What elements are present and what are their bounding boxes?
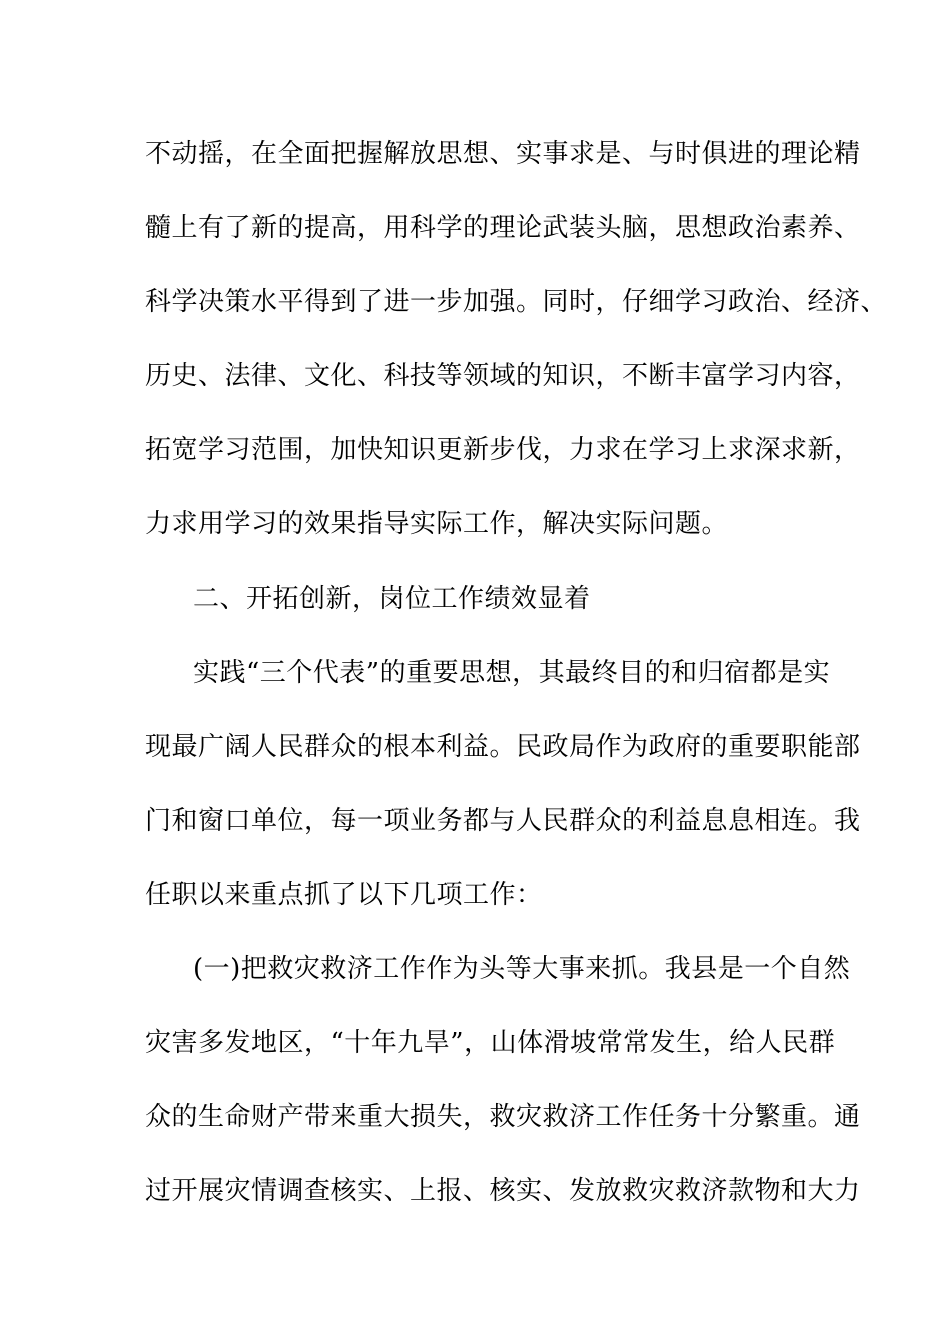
body-text-line: 力求用学习的效果指导实际工作，解决实际问题。: [145, 509, 729, 539]
body-text-line: 髓上有了新的提高，用科学的理论武装头脑，思想政治素养、: [145, 213, 861, 243]
body-text-line: 现最广阔人民群众的根本利益。民政局作为政府的重要职能部: [145, 732, 861, 762]
body-text-line: 灾害多发地区，“十年九旱”，山体滑坡常常发生，给人民群: [145, 1028, 836, 1058]
body-text-line: 实践“三个代表”的重要思想，其最终目的和归宿都是实: [193, 658, 831, 688]
body-text-line: 众的生命财产带来重大损失，救灾救济工作任务十分繁重。通: [145, 1102, 861, 1132]
body-text-line: 过开展灾情调查核实、上报、核实、发放救灾救济款物和大力: [145, 1176, 861, 1206]
body-text-line: 拓宽学习范围，加快知识更新步伐，力求在学习上求深求新，: [145, 435, 861, 465]
body-text-line: 任职以来重点抓了以下几项工作：: [145, 880, 543, 910]
body-text-line: 门和窗口单位，每一项业务都与人民群众的利益息息相连。我: [145, 806, 861, 836]
section-heading: 二、开拓创新，岗位工作绩效显着: [193, 584, 591, 614]
body-text-line: 历史、法律、文化、科技等领域的知识，不断丰富学习内容，: [145, 361, 861, 391]
subsection-paragraph-start: (一)把救灾救济工作作为头等大事来抓。我县是一个自然: [193, 954, 851, 984]
body-text-line: 科学决策水平得到了进一步加强。同时，仔细学习政治、经济、: [145, 287, 888, 317]
body-text-line: 不动摇，在全面把握解放思想、实事求是、与时俱进的理论精: [145, 139, 861, 169]
